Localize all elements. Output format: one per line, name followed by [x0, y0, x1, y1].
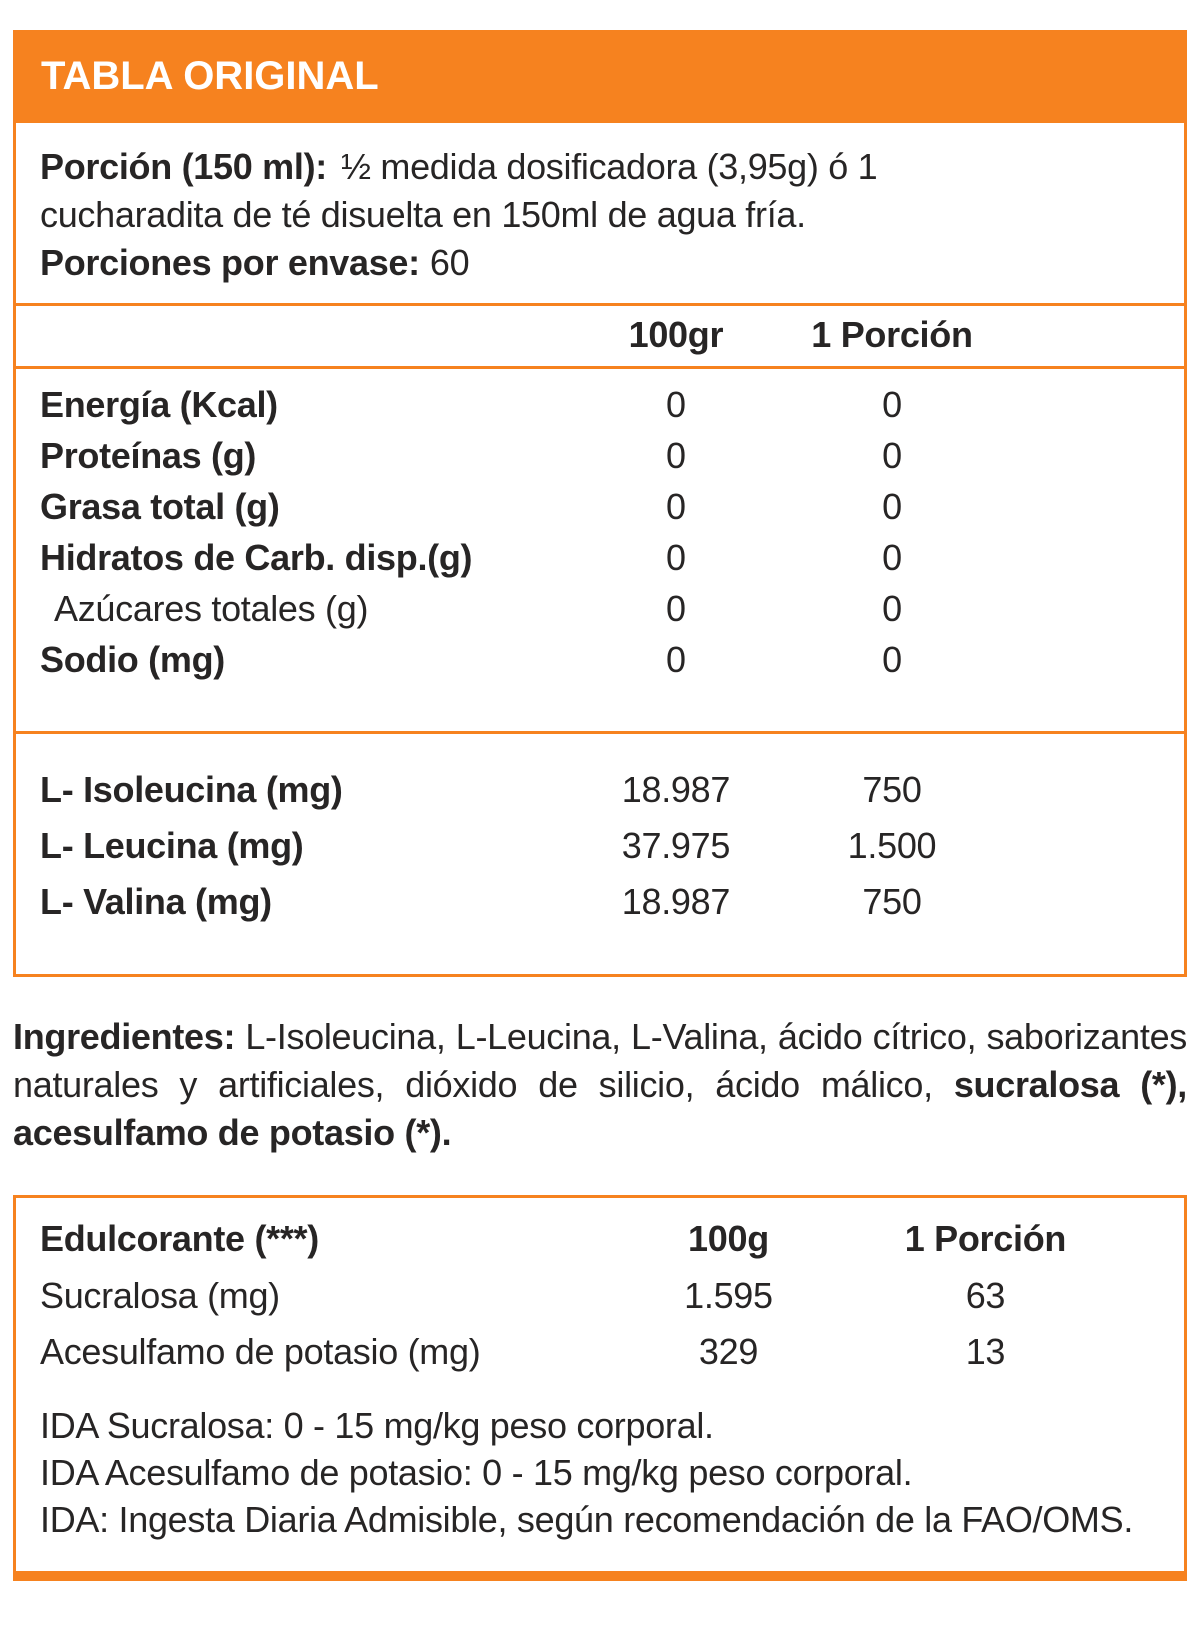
ingredients-text: L-Isoleucina, L-Leucina, L-Valina, ácido cítrico, saborizantes naturales y artificiales, dióxido de silicio, ácido málico,: [13, 1016, 1187, 1105]
sweetener-row: [16, 1268, 1184, 1324]
table-title: TABLA ORIGINAL: [41, 54, 379, 98]
nutrient-label: Hidratos de Carb. disp.(g): [40, 537, 473, 578]
value-100g: 0: [666, 486, 686, 527]
nutrient-label: Proteínas (g): [40, 435, 257, 476]
value-100g: 37.975: [621, 825, 731, 866]
nutrient-label: Energía (Kcal): [40, 384, 278, 425]
table-title-bar: [13, 30, 1187, 123]
nutrition-label-sheet: [13, 30, 1187, 1574]
servings-label: Porciones por envase:: [40, 242, 420, 283]
nutrient-row: [16, 634, 1184, 685]
sweetener-table: [13, 1195, 1187, 1574]
sweetener-col-100g: 100g: [688, 1218, 769, 1259]
value-portion: 1.500: [847, 825, 937, 866]
portion-line: [40, 143, 1055, 239]
col-header-100gr: 100gr: [628, 314, 724, 355]
value-portion: 750: [862, 769, 922, 810]
ida-note: IDA Acesulfamo de potasio: 0 - 15 mg/kg peso corporal.: [40, 1452, 913, 1493]
sweetener-label: Sucralosa (mg): [40, 1275, 280, 1316]
amino-label: L- Leucina (mg): [40, 825, 304, 866]
amino-row: [16, 818, 1184, 874]
value-portion: 63: [965, 1275, 1006, 1316]
value-100g: 18.987: [621, 769, 731, 810]
column-header-row: [16, 306, 1184, 366]
ida-notes: [16, 1380, 1184, 1557]
nutrient-row: [16, 379, 1184, 430]
sweetener-label: Acesulfamo de potasio (mg): [40, 1331, 481, 1372]
sweetener-header-label: Edulcorante (***): [40, 1218, 319, 1259]
value-100g: 329: [698, 1331, 759, 1372]
value-portion: 0: [882, 639, 902, 680]
ingredients-paragraph: [13, 1013, 1187, 1157]
portion-text: ½ medida dosificadora (3,95g) ó 1 cucharadita de té disuelta en 150ml de agua fría.: [40, 146, 878, 235]
value-portion: 0: [882, 588, 902, 629]
sweetener-row: [16, 1324, 1184, 1380]
value-portion: 0: [882, 486, 902, 527]
serving-info: [16, 123, 1184, 303]
value-portion: 0: [882, 435, 902, 476]
spacer: [16, 685, 1184, 731]
servings-line: [40, 239, 1160, 287]
value-100g: 0: [666, 639, 686, 680]
value-portion: 750: [862, 881, 922, 922]
col-header-porcion: 1 Porción: [811, 314, 973, 355]
value-portion: 0: [882, 537, 902, 578]
ingredients-label: Ingredientes:: [13, 1016, 236, 1057]
value-portion: 13: [965, 1331, 1006, 1372]
value-portion: 0: [882, 384, 902, 425]
amino-row: [16, 874, 1184, 930]
nutrient-row: [16, 583, 1184, 634]
amino-acid-rows: [16, 734, 1184, 974]
value-100g: 18.987: [621, 881, 731, 922]
ida-note: IDA: Ingesta Diaria Admisible, según recomendación de la FAO/OMS.: [40, 1499, 1134, 1540]
sweetener-header-row: [16, 1198, 1184, 1268]
nutrient-row: [16, 430, 1184, 481]
sweetener-rows: [16, 1268, 1184, 1380]
nutrient-row: [16, 532, 1184, 583]
nutrient-label: Azúcares totales (g): [54, 588, 369, 629]
nutrient-row: [16, 481, 1184, 532]
value-100g: 0: [666, 435, 686, 476]
nutrient-rows: [16, 369, 1184, 731]
value-100g: 0: [666, 588, 686, 629]
servings-value: 60: [429, 242, 470, 283]
value-100g: 0: [666, 384, 686, 425]
ida-note: IDA Sucralosa: 0 - 15 mg/kg peso corporal.: [40, 1405, 714, 1446]
amino-label: L- Isoleucina (mg): [40, 769, 343, 810]
nutrient-label: Sodio (mg): [40, 639, 225, 680]
amino-row: [16, 762, 1184, 818]
ingredients-sweeteners-bold: sucralosa (*), acesulfamo de potasio (*).: [13, 1064, 1188, 1153]
nutrient-label: Grasa total (g): [40, 486, 280, 527]
value-100g: 1.595: [684, 1275, 773, 1316]
portion-label: Porción (150 ml):: [40, 146, 327, 187]
value-100g: 0: [666, 537, 686, 578]
sweetener-col-porcion: 1 Porción: [904, 1218, 1067, 1259]
amino-label: L- Valina (mg): [40, 881, 272, 922]
nutrition-table: [13, 123, 1187, 977]
